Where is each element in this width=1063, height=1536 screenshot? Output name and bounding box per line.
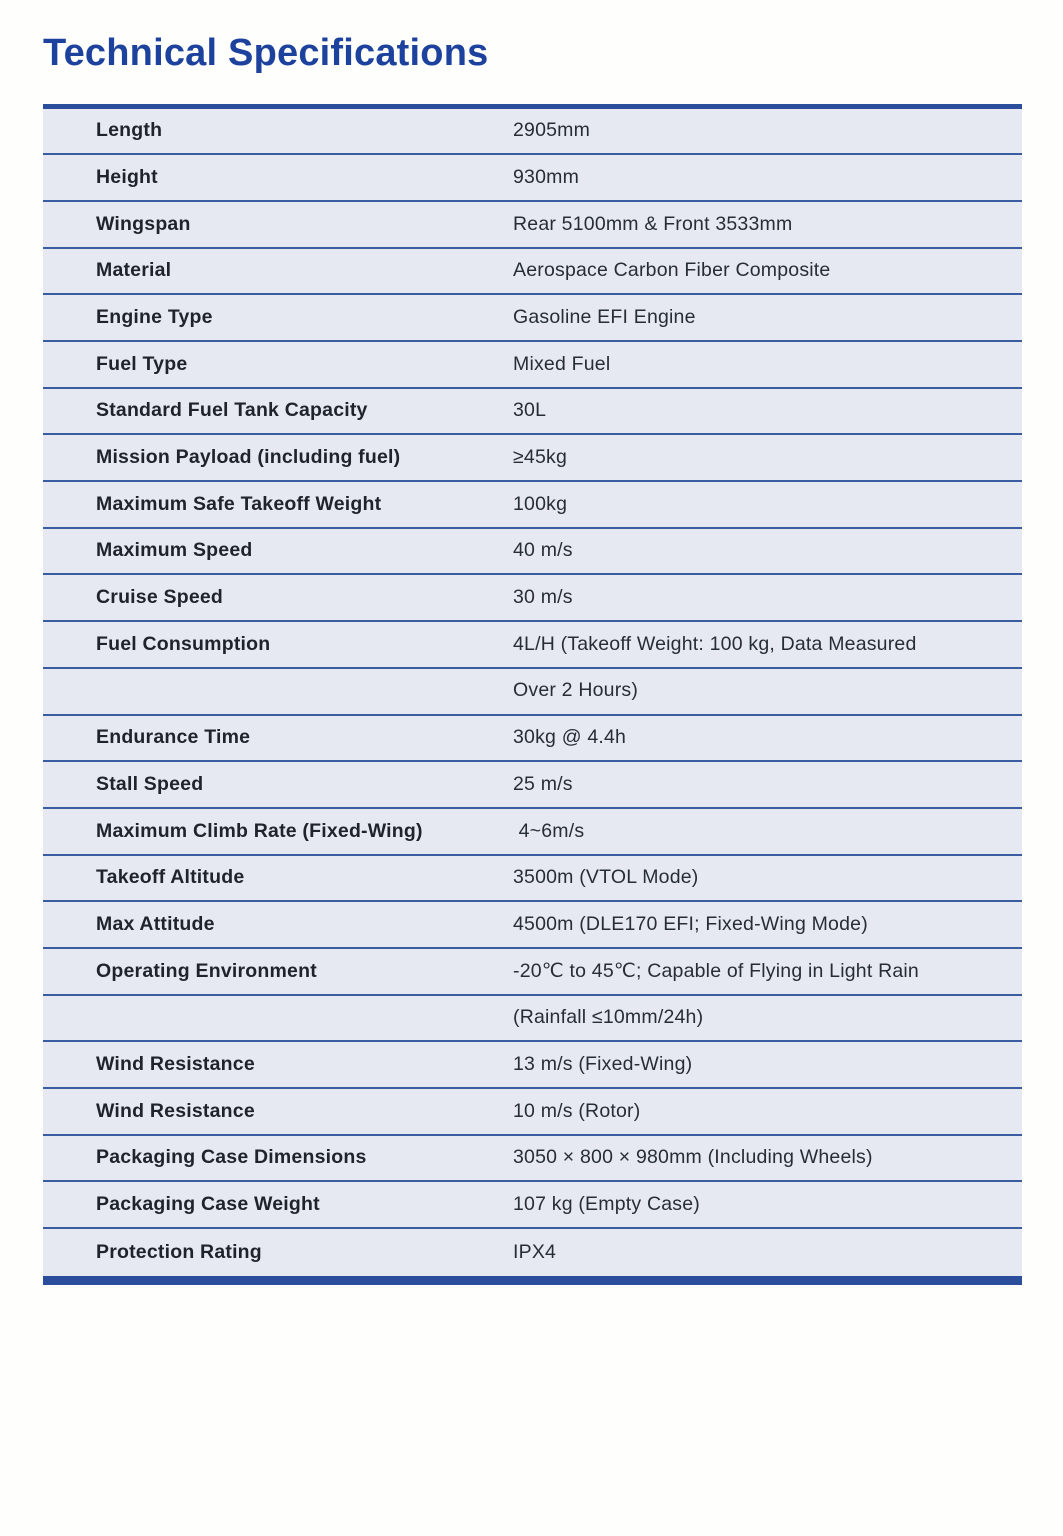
spec-row (43, 155, 1022, 202)
spec-value: 100kg (513, 492, 568, 515)
spec-row (43, 1042, 1022, 1089)
table-bottom-border (43, 1276, 1022, 1285)
spec-label: Protection Rating (96, 1240, 262, 1263)
spec-label: Maximum Speed (96, 539, 253, 562)
spec-value: 4500m (DLE170 EFI; Fixed-Wing Mode) (513, 912, 868, 935)
spec-value: 13 m/s (Fixed-Wing) (513, 1052, 693, 1075)
spec-label: Engine Type (96, 305, 213, 328)
spec-label: Cruise Speed (96, 586, 224, 609)
spec-row (43, 1182, 1022, 1229)
spec-label: Mission Payload (including fuel) (96, 446, 401, 469)
spec-label: Wind Resistance (96, 1052, 255, 1075)
spec-table (43, 104, 1022, 1285)
spec-value: 30 m/s (513, 586, 573, 609)
spec-value: IPX4 (513, 1240, 557, 1263)
spec-value: 25 m/s (513, 772, 573, 795)
spec-row (43, 949, 1022, 996)
spec-value: (Rainfall ≤10mm/24h) (513, 1006, 704, 1029)
spec-label: Max Attitude (96, 912, 215, 935)
spec-row (43, 249, 1022, 296)
spec-row (43, 202, 1022, 249)
spec-value: 40 m/s (513, 539, 573, 562)
spec-value: 2905mm (513, 119, 591, 142)
spec-value: 3500m (VTOL Mode) (513, 866, 699, 889)
spec-row (43, 109, 1022, 156)
spec-value: 3050 × 800 × 980mm (Including Wheels) (513, 1146, 873, 1169)
spec-row (43, 1136, 1022, 1183)
spec-row (43, 902, 1022, 949)
spec-value: Over 2 Hours) (513, 679, 639, 702)
spec-value: 930mm (513, 165, 580, 188)
spec-label: Standard Fuel Tank Capacity (96, 399, 368, 422)
spec-row (43, 622, 1022, 669)
spec-label: Takeoff Altitude (96, 866, 245, 889)
spec-label: Height (96, 165, 158, 188)
spec-value: ≥45kg (513, 446, 567, 469)
spec-value: Mixed Fuel (513, 352, 611, 375)
spec-value: 107 kg (Empty Case) (513, 1193, 700, 1216)
spec-label: Packaging Case Weight (96, 1193, 320, 1216)
spec-row (43, 762, 1022, 809)
spec-label: Wind Resistance (96, 1099, 255, 1122)
spec-label: Stall Speed (96, 772, 204, 795)
spec-value: 10 m/s (Rotor) (513, 1099, 641, 1122)
spec-value: -20℃ to 45℃; Capable of Flying in Light Rain (513, 959, 919, 982)
spec-row (43, 1089, 1022, 1136)
spec-row (43, 435, 1022, 482)
spec-value: Gasoline EFI Engine (513, 305, 696, 328)
page-title: Technical Specifications (43, 32, 489, 74)
spec-label: Fuel Consumption (96, 632, 271, 655)
spec-row (43, 856, 1022, 903)
spec-value: 30kg @ 4.4h (513, 726, 627, 749)
spec-row (43, 669, 1022, 716)
spec-value: Rear 5100mm & Front 3533mm (513, 212, 793, 235)
spec-label: Operating Environment (96, 959, 317, 982)
spec-row (43, 575, 1022, 622)
spec-row (43, 342, 1022, 389)
spec-row (43, 996, 1022, 1043)
spec-label: Maximum Safe Takeoff Weight (96, 492, 382, 515)
spec-value: 30L (513, 399, 547, 422)
spec-row (43, 389, 1022, 436)
spec-label: Wingspan (96, 212, 191, 235)
spec-row (43, 809, 1022, 856)
spec-row (43, 716, 1022, 763)
spec-row (43, 1229, 1022, 1276)
spec-label: Length (96, 119, 163, 142)
spec-label: Maximum Climb Rate (Fixed-Wing) (96, 819, 423, 842)
spec-row (43, 482, 1022, 529)
spec-label: Fuel Type (96, 352, 188, 375)
spec-label: Packaging Case Dimensions (96, 1146, 367, 1169)
spec-label: Material (96, 259, 172, 282)
spec-label: Endurance Time (96, 726, 251, 749)
spec-value: 4L/H (Takeoff Weight: 100 kg, Data Measured (513, 632, 917, 655)
spec-value: 4~6m/s (513, 819, 585, 842)
spec-row (43, 295, 1022, 342)
spec-table-body (43, 109, 1022, 1276)
spec-row (43, 529, 1022, 576)
spec-value: Aerospace Carbon Fiber Composite (513, 259, 831, 282)
